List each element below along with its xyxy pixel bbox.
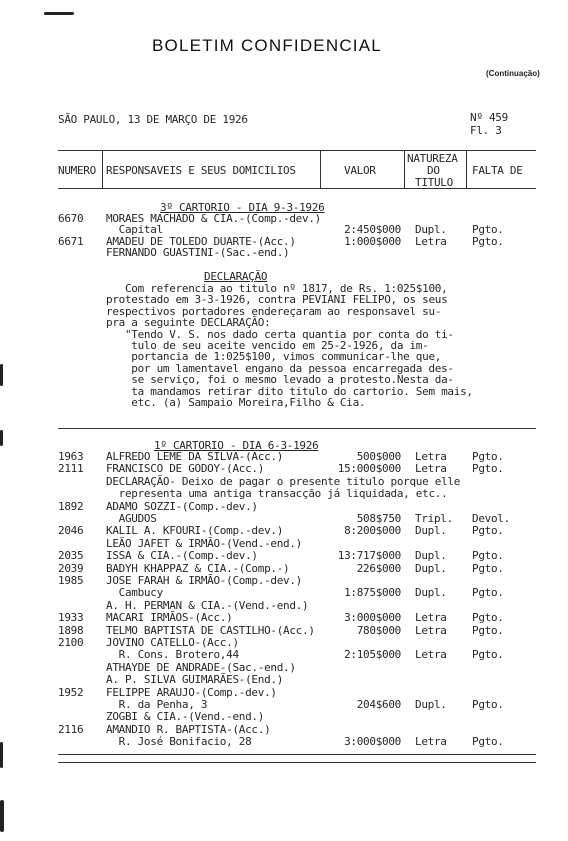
declaration-line: etc. (a) Sampaio Moreira,Filho & Cia. [106, 396, 366, 409]
col-header-responsaveis: RESPONSAVEIS E SEUS DOMICILIOS [106, 164, 296, 177]
entry-name: MACARI IRMÃOS-(Acc.) [106, 611, 233, 625]
declaration-line: pra a seguinte DECLARAÇÃO: [106, 316, 271, 330]
entry-name: R. da Penha, 3 [106, 698, 208, 711]
declaration-line: "Tendo V. S. nos dado certa quantia por conta do ti- [106, 327, 454, 341]
entry-number: 2116 [58, 722, 84, 736]
entry-title-type: Dupl. [415, 561, 447, 575]
entry-reason: Pgto. [472, 648, 504, 662]
entry-title-type: Letra [415, 450, 447, 463]
entry-title-type: Letra [415, 623, 447, 637]
entry-name: JOSE FARAH & IRMÃO-(Comp.-dev.) [106, 574, 302, 587]
entry-name: AMADEU DE TOLEDO DUARTE-(Acc.) [106, 234, 296, 248]
entry-name: A. H. PERMAN & CIA.-(Vend.-end.) [106, 598, 309, 612]
entry-value: 508$750 [356, 512, 401, 525]
entry-name: FERNANDO GUASTINI-(Sac.-end.) [106, 245, 290, 259]
entry-value: 780$000 [356, 623, 401, 637]
section-1-title: 1º CARTORIO - DIA 6-3-1926 [154, 439, 319, 452]
section-3-title: 3º CARTORIO - DIA 9-3-1926 [160, 201, 325, 214]
entry-name: BADYH KHAPPAZ & CIA.-(Comp.-) [106, 561, 290, 575]
entry-name: TELMO BAPTISTA DE CASTILHO-(Acc.) [106, 623, 315, 637]
entry-name: FRANCISCO DE GODOY-(Acc.) [106, 462, 265, 476]
entry-title-type: Tripl. [415, 512, 453, 525]
bulletin-number: Nº 459 [470, 111, 508, 124]
entry-name: FELIPPE ARAUJO-(Comp.-dev.) [106, 685, 277, 699]
bottom-rule-1 [58, 754, 536, 755]
col-divider-2 [320, 150, 321, 188]
entry-number: 1985 [58, 574, 84, 587]
entry-name: R. José Bonifacio, 28 [106, 735, 252, 749]
entry-number: 2046 [58, 524, 84, 538]
margin-mark [0, 364, 3, 386]
col-header-titulo: TITULO [415, 176, 453, 189]
entry-name: Capital [106, 223, 163, 237]
entry-name: ZOGBI & CIA.-(Vend.-end.) [106, 710, 265, 724]
entry-title-type: Dupl. [415, 223, 447, 237]
margin-mark [0, 742, 3, 768]
entry-reason: Pgto. [472, 549, 504, 563]
entry-value: 204$600 [356, 698, 401, 711]
declaration-line: por um lamentavel engano da pessoa encarregada des- [106, 361, 454, 375]
entry-reason: Pgto. [472, 234, 504, 248]
entry-number: 2039 [58, 561, 84, 575]
continuation-note: (Continuação) [486, 69, 540, 78]
margin-mark [0, 430, 3, 446]
entry-reason: Pgto. [472, 561, 504, 575]
entry-value: 1:000$000 [344, 234, 401, 248]
declaration-line: tulo de seu aceite vencido em 25-2-1926, da im- [106, 339, 429, 352]
col-header-do: DO [427, 164, 440, 177]
entry-value: 8:200$000 [344, 524, 401, 538]
col-header-natureza: NATUREZA [407, 152, 458, 165]
entry-name: ATHAYDE DE ANDRADE-(Sac.-end.) [106, 660, 296, 674]
entry-number: 1952 [58, 685, 84, 699]
entry-title-type: Letra [415, 735, 447, 749]
entry-name: representa uma antiga transacção já liquidada, etc.. [106, 487, 448, 501]
col-header-valor: VALOR [344, 164, 376, 177]
entry-title-type: Dupl. [415, 549, 447, 563]
entry-title-type: Dupl. [415, 524, 447, 538]
entry-reason: Pgto. [472, 735, 504, 749]
entry-number: 2035 [58, 549, 84, 563]
entry-title-type: Dupl. [415, 586, 447, 600]
ink-smudge [44, 12, 74, 15]
bottom-rule-2 [58, 762, 536, 763]
margin-mark [0, 800, 4, 832]
entry-value: 500$000 [356, 450, 401, 463]
entry-number: 1892 [58, 499, 84, 513]
entry-name: ISSA & CIA.-(Comp.-dev.) [106, 549, 258, 563]
header-top-rule [58, 150, 536, 151]
declaration-line: se serviço, foi o mesmo levado a protesto.Nesta da- [106, 373, 454, 387]
entry-value: 2:105$000 [344, 648, 401, 662]
sheet-number: Fl. 3 [470, 124, 502, 137]
entry-name: R. Cons. Brotero,44 [106, 648, 239, 662]
entry-number: 6671 [58, 234, 84, 248]
entry-name: JOVINO CATELLO-(Acc.) [106, 636, 239, 649]
declaration-title: DECLARAÇÃO [204, 270, 268, 283]
entry-value: 3:000$000 [344, 611, 401, 625]
entry-name: AMANDIO R. BAPTISTA-(Acc.) [106, 722, 271, 736]
entry-name: Cambucy [106, 586, 163, 600]
section-separator [58, 428, 536, 429]
entry-value: 2:450$000 [344, 223, 401, 237]
declaration-line: protestado em 3-3-1926, contra PEVIANI FELIPO, os seus [106, 293, 448, 307]
entry-name: A. P. SILVA GUIMARÃES-(End.) [106, 673, 284, 687]
entry-name: AGUDOS [106, 512, 157, 525]
entry-value: 3:000$000 [344, 735, 401, 749]
entry-title-type: Letra [415, 648, 447, 662]
col-divider-3 [404, 150, 405, 188]
entry-title-type: Dupl. [415, 698, 447, 711]
entry-number: 2100 [58, 636, 84, 649]
entry-value: 1:875$000 [344, 586, 401, 600]
entry-reason: Devol. [472, 512, 510, 525]
place-date: SÃO PAULO, 13 DE MARÇO DE 1926 [58, 113, 248, 126]
entry-reason: Pgto. [472, 450, 504, 463]
entry-title-type: Letra [415, 462, 447, 476]
entry-number: 6670 [58, 212, 84, 225]
declaration-line: respectivos portadores endereçaram ao responsavel su- [106, 304, 442, 318]
entry-value: 226$000 [356, 561, 401, 575]
entry-reason: Pgto. [472, 698, 504, 711]
entry-name: KALIL A. KFOURI-(Comp.-dev.) [106, 524, 284, 538]
declaration-line: Com referencia ao titulo nº 1817, de Rs. 1:025$100, [106, 282, 448, 295]
entry-name: ADAMO SOZZI-(Comp.-dev.) [106, 499, 258, 513]
entry-number: 1898 [58, 623, 84, 637]
entry-reason: Pgto. [472, 223, 504, 237]
entry-title-type: Letra [415, 611, 447, 625]
entry-name: ALFREDO LEME DA SILVA-(Acc.) [106, 450, 284, 463]
entry-reason: Pgto. [472, 611, 504, 625]
entry-number: 1963 [58, 450, 84, 463]
col-header-numero: NUMERO [58, 164, 96, 177]
entry-value: 13:717$000 [337, 549, 401, 563]
col-divider-4 [466, 150, 467, 188]
entry-name: LEÃO JAFET & IRMÃO-(Vend.-end.) [106, 536, 302, 550]
col-divider-1 [102, 150, 103, 188]
entry-title-type: Letra [415, 234, 447, 248]
entry-name: DECLARAÇÃO- Deixo de pagar o presente titulo porque elle [106, 474, 461, 488]
document-title: BOLETIM CONFIDENCIAL [152, 36, 382, 55]
entry-name: MORAES MACHADO & CIA.-(Comp.-dev.) [106, 212, 321, 225]
entry-reason: Pgto. [472, 623, 504, 637]
entry-reason: Pgto. [472, 462, 504, 476]
header-bottom-rule [58, 188, 536, 189]
entry-reason: Pgto. [472, 524, 504, 538]
entry-number: 2111 [58, 462, 84, 476]
col-header-falta: FALTA DE [472, 164, 523, 177]
entry-number: 1933 [58, 611, 84, 625]
declaration-line: ta mandamos retirar dito titulo do cartorio. Sem mais, [106, 384, 473, 398]
entry-value: 15:000$000 [337, 462, 401, 476]
entry-reason: Pgto. [472, 586, 504, 600]
declaration-line: portancia de 1:025$100, vimos communicar-lhe que, [106, 350, 442, 364]
